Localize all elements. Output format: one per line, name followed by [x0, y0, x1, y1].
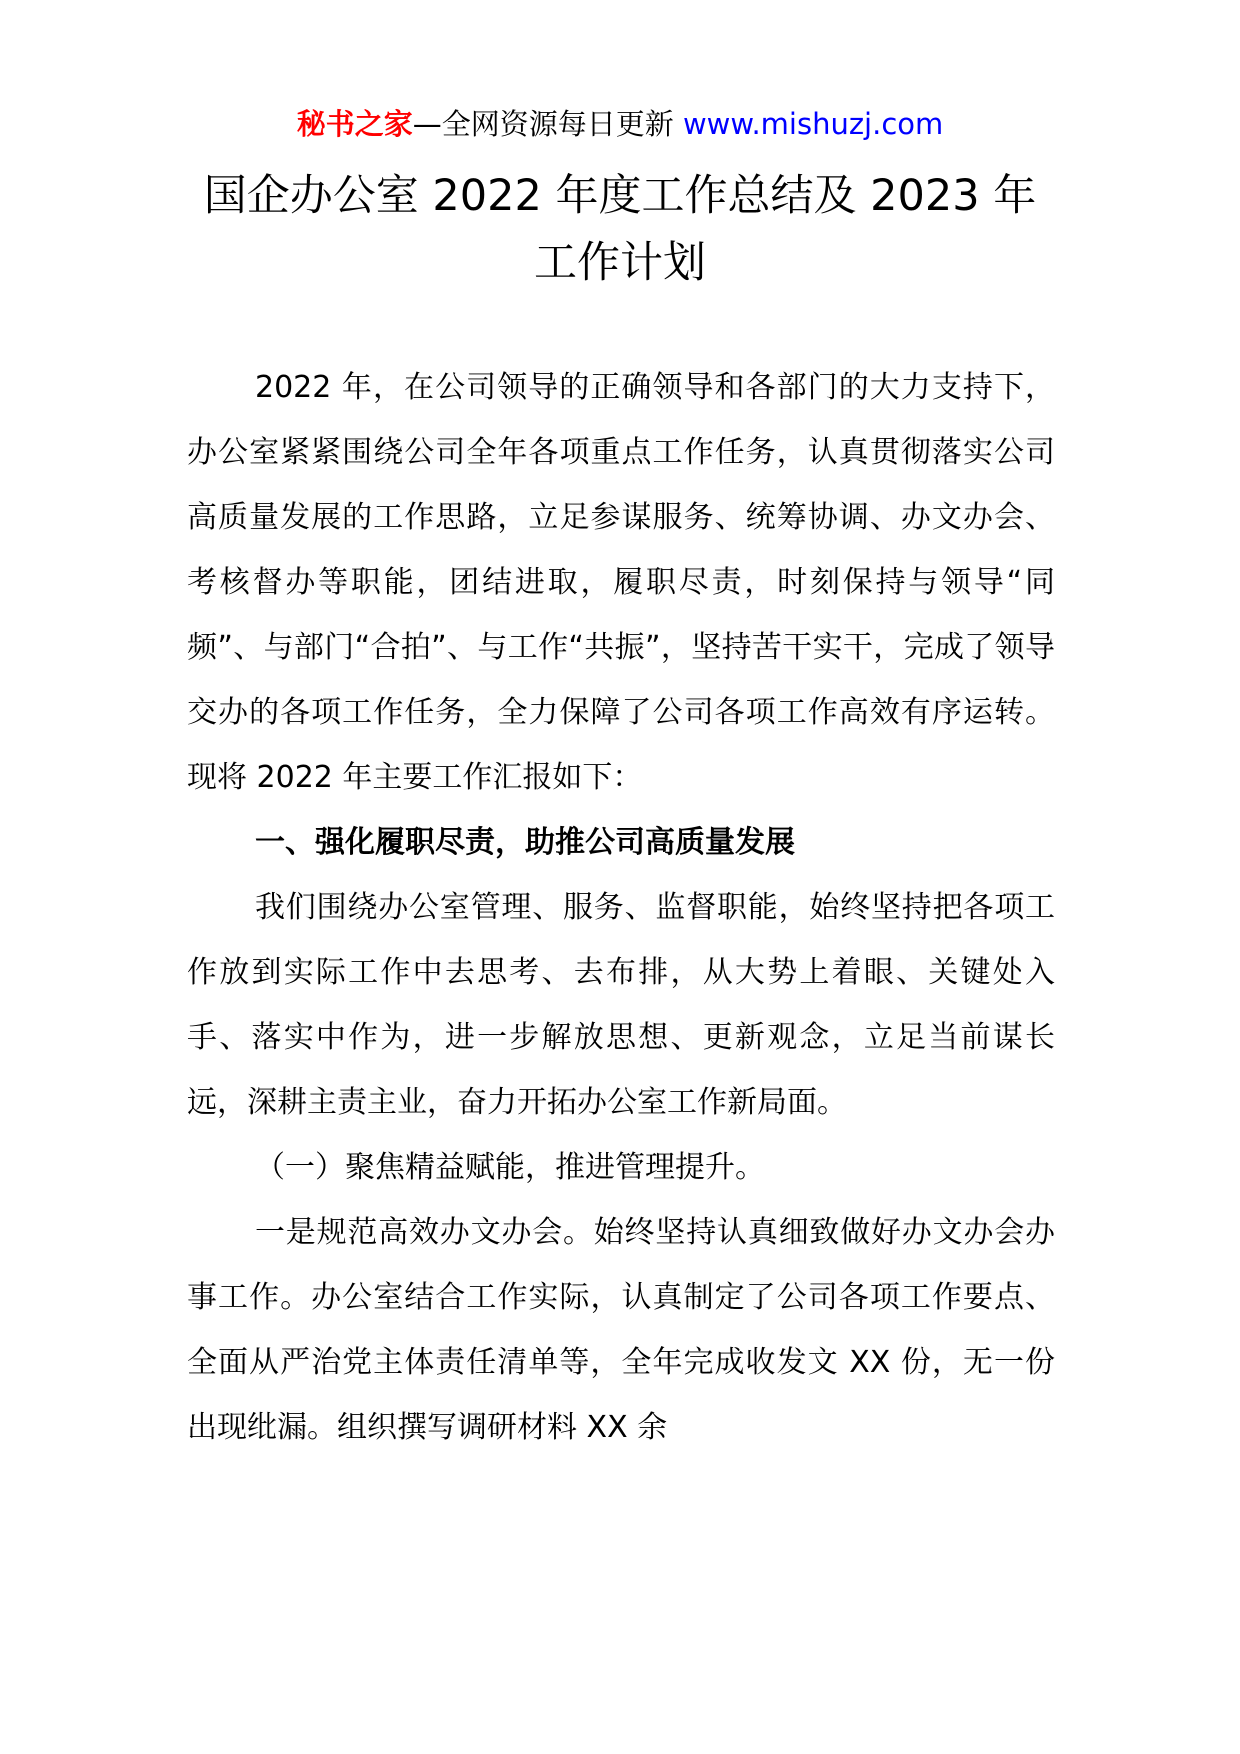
document-body: [187, 355, 1055, 1460]
title-line-2: 工作计划: [534, 238, 706, 288]
section-heading-1: 一、强化履职尽责，助推公司高质量发展: [255, 825, 795, 860]
header-banner: [0, 104, 1240, 144]
brand-name: 秘书之家: [296, 107, 413, 141]
banner-tagline: —全网资源每日更新: [412, 107, 674, 141]
document-title: [150, 163, 1090, 297]
banner-url-link[interactable]: www.mishuzj.com: [682, 107, 944, 141]
intro-paragraph: 2022 年，在公司领导的正确领导和各部门的大力支持下，办公室紧紧围绕公司全年各项重点工作任务，认真贯彻落实公司高质量发展的工作思路，立足参谋服务、统筹协调、办文办会、考核督办等职能，团结进取，履职尽责，时刻保持与领导“同频”、与部门“合拍”、与工作“共振”，坚持苦干实干，完成了领导交办的各项工作任务，全力保障了公司各项工作高效有序运转。现将 2022 年主要工作汇报如下：: [187, 370, 1055, 795]
section-1-paragraph: 我们围绕办公室管理、服务、监督职能，始终坚持把各项工作放到实际工作中去思考、去布排，从大势上着眼、关键处入手、落实中作为，进一步解放思想、更新观念，立足当前谋长远，深耕主责主业，奋力开拓办公室工作新局面。: [187, 890, 1055, 1120]
subsection-1-paragraph: 一是规范高效办文办会。始终坚持认真细致做好办文办会办事工作。办公室结合工作实际，认真制定了公司各项工作要点、全面从严治党主体责任清单等，全年完成收发文 XX 份，无一份出现纰漏。组织撰写调研材料 XX 余: [187, 1215, 1055, 1445]
title-line-1: 国企办公室 2022 年度工作总结及 2023 年: [203, 171, 1037, 221]
subsection-heading-1: （一）聚焦精益赋能，推进管理提升。: [255, 1150, 765, 1185]
